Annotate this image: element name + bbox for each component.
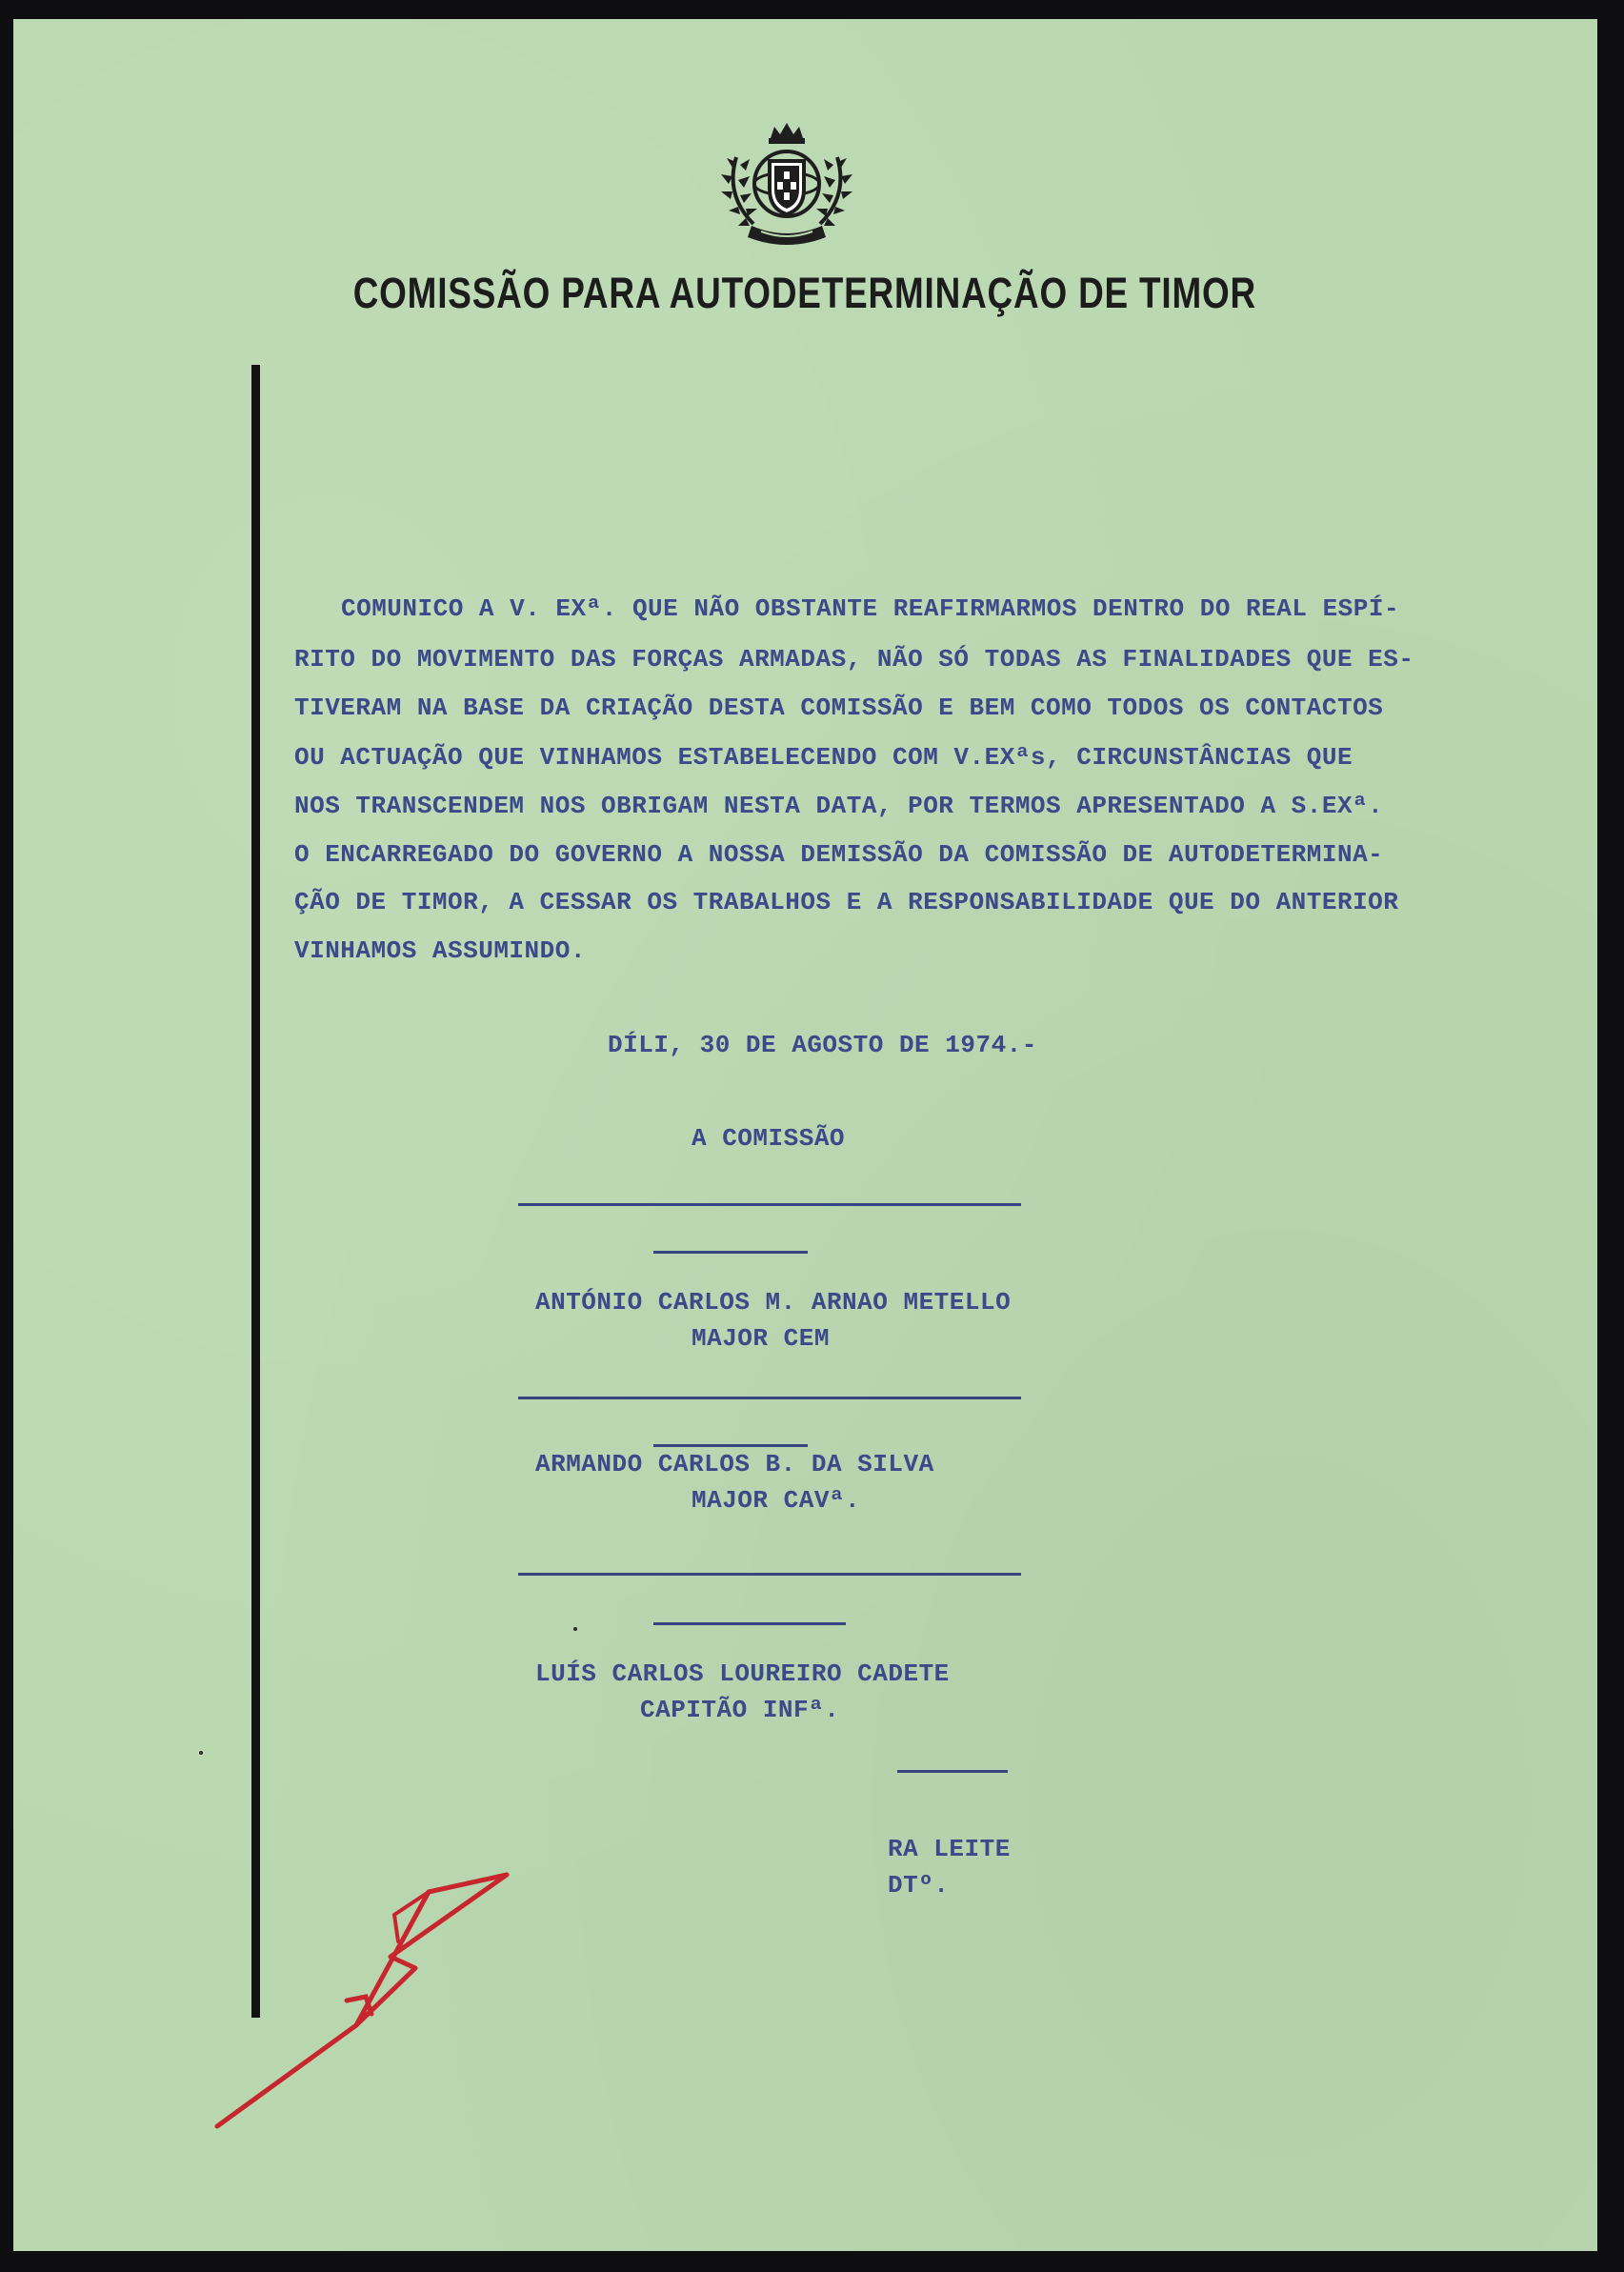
- body-line: COMUNICO A V. EXª. QUE NÃO OBSTANTE REAFIRMARMOS DENTRO DO REAL ESPÍ-: [341, 594, 1400, 623]
- signatory-name: ANTÓNIO CARLOS M. ARNAO METELLO: [535, 1288, 1012, 1317]
- portuguese-coat-of-arms-icon: [715, 119, 858, 252]
- body-line: NOS TRANSCENDEM NOS OBRIGAM NESTA DATA, POR TERMOS APRESENTADO A S.EXª.: [294, 792, 1384, 820]
- letterhead-title: COMISSÃO PARA AUTODETERMINAÇÃO DE TIMOR: [352, 269, 1257, 317]
- signatory-rank: MAJOR CEM: [692, 1324, 830, 1353]
- signature-line: [518, 1203, 1021, 1206]
- body-line: VINHAMOS ASSUMINDO.: [294, 936, 586, 965]
- commission-label: A COMISSÃO: [692, 1124, 846, 1153]
- signature-line: [653, 1622, 846, 1625]
- paper-speck: [573, 1627, 577, 1631]
- signatory-rank: DTº.: [888, 1871, 950, 1900]
- body-line: ÇÃO DE TIMOR, A CESSAR OS TRABALHOS E A RESPONSABILIDADE QUE DO ANTERIOR: [294, 888, 1399, 916]
- body-line: TIVERAM NA BASE DA CRIAÇÃO DESTA COMISSÃO E BEM COMO TODOS OS CONTACTOS: [294, 694, 1384, 722]
- signature-line: [518, 1573, 1021, 1576]
- red-pen-arrow-icon: [204, 1858, 547, 2143]
- date-line: DÍLI, 30 DE AGOSTO DE 1974.-: [608, 1031, 1037, 1059]
- signatory-name: LUÍS CARLOS LOUREIRO CADETE: [535, 1659, 950, 1688]
- signature-line: [518, 1397, 1021, 1399]
- margin-bar: [251, 365, 260, 2018]
- body-line: OU ACTUAÇÃO QUE VINHAMOS ESTABELECENDO COM V.EXªs, CIRCUNSTÂNCIAS QUE: [294, 743, 1353, 772]
- signature-line: [897, 1770, 1008, 1773]
- paper-speck: [199, 1751, 203, 1755]
- signatory-rank: CAPITÃO INFª.: [640, 1696, 840, 1724]
- signature-line: [653, 1251, 808, 1254]
- body-line: O ENCARREGADO DO GOVERNO A NOSSA DEMISSÃO DA COMISSÃO DE AUTODETERMINA-: [294, 840, 1384, 869]
- document-sheet: [13, 19, 1597, 2251]
- signatory-name: ARMANDO CARLOS B. DA SILVA: [535, 1450, 934, 1478]
- signatory-rank: MAJOR CAVª.: [692, 1486, 861, 1515]
- body-line: RITO DO MOVIMENTO DAS FORÇAS ARMADAS, NÃO SÓ TODAS AS FINALIDADES QUE ES-: [294, 645, 1414, 674]
- signature-line: [653, 1444, 808, 1447]
- signatory-name: RA LEITE: [888, 1835, 1011, 1863]
